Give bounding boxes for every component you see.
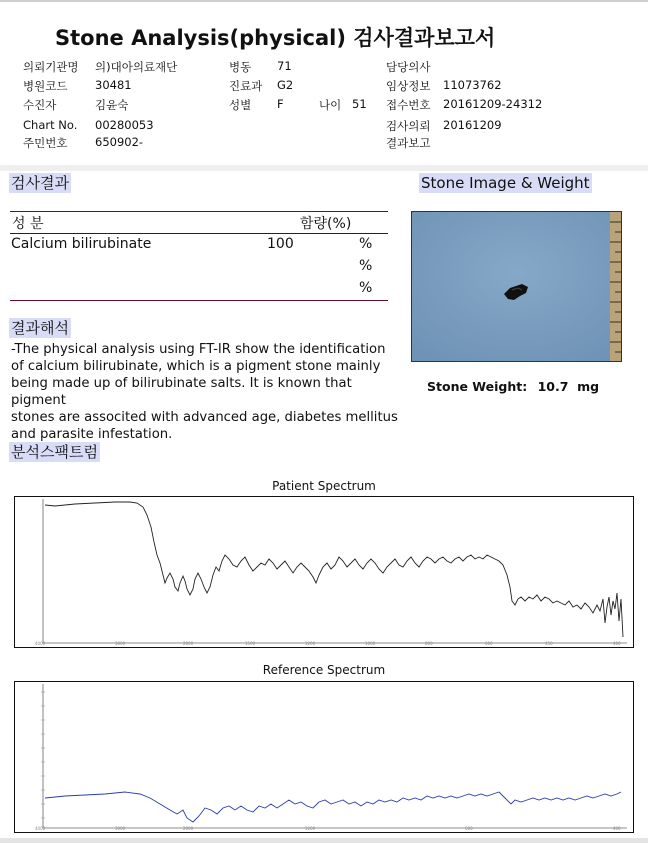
request-date-label: 검사의뢰 <box>386 119 431 133</box>
stone-photo <box>411 211 622 362</box>
interpretation-text: -The physical analysis using FT-IR show the identification of calcium bilirubinate, which is a pigment stone mainly being made up of bilirubinate salts. It is known that pigment stones are associted with advanced age, diabetes mellitus and parasite infestation. <box>11 342 398 442</box>
svg-text:1500: 1500 <box>245 641 256 646</box>
results-section-title: 검사결과 <box>11 174 69 192</box>
reference-spectrum-plot <box>14 681 634 833</box>
institution-label: 의뢰기관명 <box>23 60 79 74</box>
stone-photo-graphic <box>412 212 622 362</box>
clinical-info-value: 11073762 <box>443 78 502 92</box>
chart-no-value: 00280053 <box>95 118 154 132</box>
doctor-label: 담당의사 <box>386 60 431 74</box>
id-no-label: 주민번호 <box>23 136 68 150</box>
stone-image-section-title: Stone Image & Weight <box>421 174 590 192</box>
svg-text:1200: 1200 <box>305 826 316 831</box>
patient-label: 수진자 <box>23 98 57 112</box>
spectrum-section-title: 분석스팩트럼 <box>11 443 98 461</box>
request-date-value: 20161209 <box>443 118 502 132</box>
percent-unit: % <box>359 280 373 296</box>
svg-text:2000: 2000 <box>183 826 194 831</box>
id-no-value: 650902- <box>95 135 144 149</box>
ward-value: 71 <box>277 59 292 73</box>
component-name: Calcium bilirubinate <box>11 236 152 252</box>
report-title: Stone Analysis(physical) 검사결과보고서 <box>55 26 496 50</box>
svg-text:400: 400 <box>613 826 621 831</box>
component-value: 100 <box>267 236 294 252</box>
svg-text:3000: 3000 <box>115 826 126 831</box>
percent-unit: % <box>359 258 373 274</box>
institution-value: 의)대아의료재단 <box>95 60 178 74</box>
patient-spectrum-title: Patient Spectrum <box>272 479 376 493</box>
svg-text:600: 600 <box>465 826 473 831</box>
hospital-code-label: 병원코드 <box>23 79 68 93</box>
reference-spectrum-graphic <box>15 682 633 832</box>
receipt-no-value: 20161209-24312 <box>443 97 543 111</box>
svg-text:4000: 4000 <box>35 641 46 646</box>
stone-weight <box>427 379 599 394</box>
svg-text:400: 400 <box>613 641 621 646</box>
results-table-top-rule <box>10 211 388 212</box>
content-header: 함량(%) <box>300 216 352 232</box>
hospital-code-value: 30481 <box>95 78 132 92</box>
sex-value: F <box>277 97 284 111</box>
sex-label: 성별 <box>229 98 252 112</box>
patient-spectrum-plot <box>14 496 634 648</box>
svg-text:600: 600 <box>485 641 493 646</box>
interpretation-section-title: 결과해석 <box>11 319 69 337</box>
reference-spectrum-title: Reference Spectrum <box>262 663 386 677</box>
patient-spectrum-graphic <box>15 497 633 647</box>
percent-unit: % <box>359 236 373 252</box>
stone-weight-label: Stone Weight: <box>427 379 528 394</box>
results-table-header-rule <box>10 233 388 234</box>
department-value: G2 <box>277 78 294 92</box>
receipt-no-label: 접수번호 <box>386 98 431 112</box>
report-label: 결과보고 <box>386 136 431 150</box>
age-label: 나이 <box>319 98 342 112</box>
svg-text:3000: 3000 <box>115 641 126 646</box>
svg-text:4000: 4000 <box>35 826 46 831</box>
results-table-bottom-rule <box>10 300 388 301</box>
svg-text:1000: 1000 <box>365 641 376 646</box>
clinical-info-label: 임상정보 <box>386 79 431 93</box>
svg-text:1200: 1200 <box>305 641 316 646</box>
svg-text:450: 450 <box>545 641 553 646</box>
patient-value: 김윤숙 <box>95 98 129 112</box>
department-label: 진료과 <box>229 79 263 93</box>
svg-text:800: 800 <box>425 641 433 646</box>
ward-label: 병동 <box>229 60 252 74</box>
header-divider <box>0 165 648 171</box>
svg-text:2000: 2000 <box>183 641 194 646</box>
chart-no-label: Chart No. <box>23 118 78 132</box>
age-value: 51 <box>352 97 367 111</box>
stone-weight-value: 10.7 mg <box>537 379 600 394</box>
component-header: 성 분 <box>12 216 44 232</box>
page-bottom-border <box>0 838 648 843</box>
